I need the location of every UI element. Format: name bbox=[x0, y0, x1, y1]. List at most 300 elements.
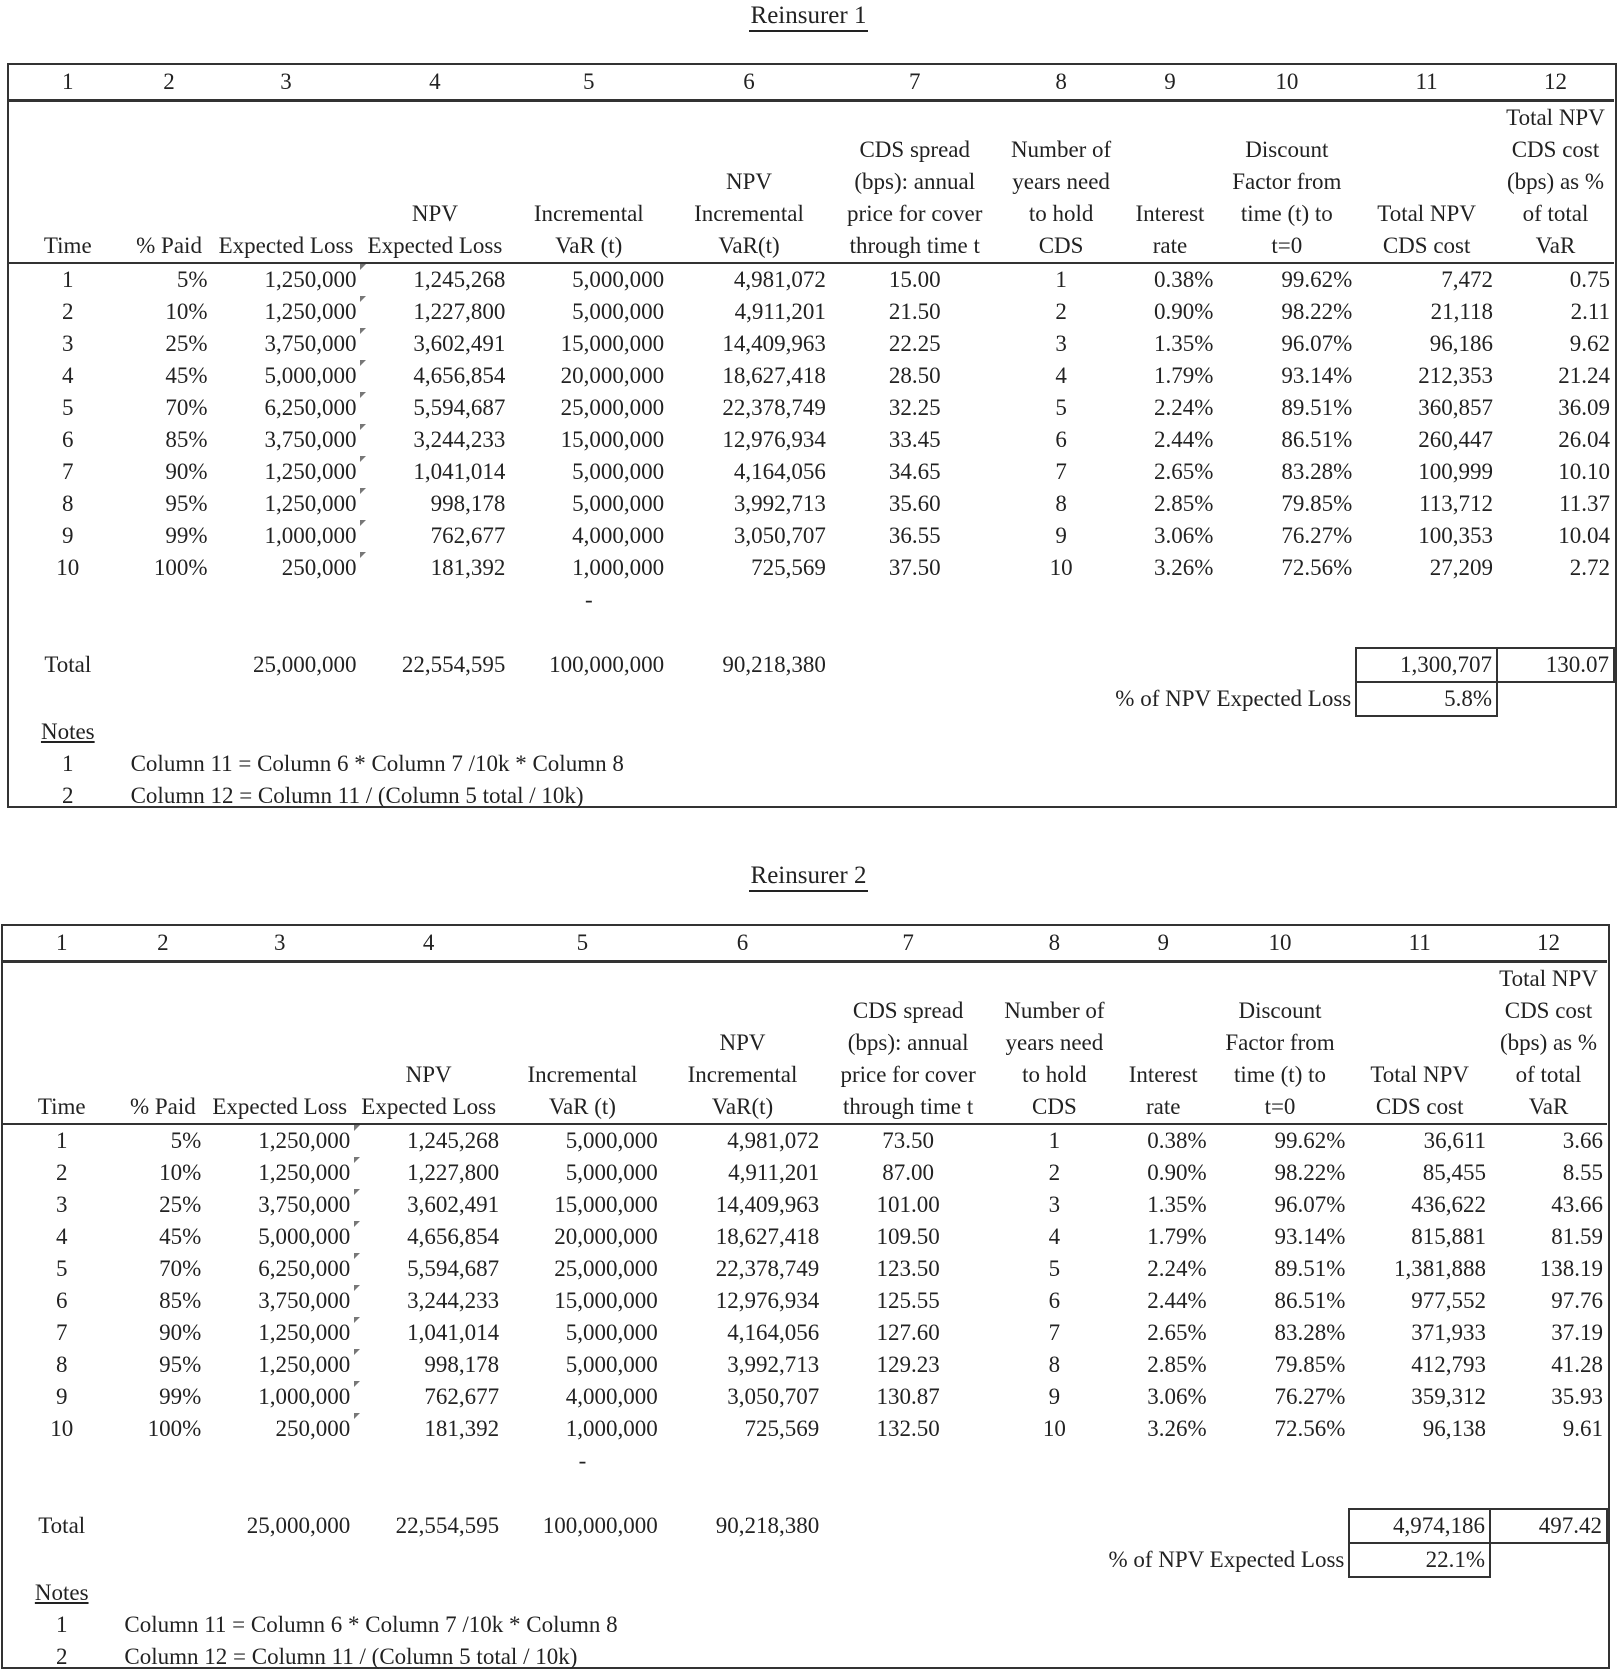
cell-col-10: 83.28% bbox=[1274, 1320, 1346, 1345]
cell-col-8: 1 bbox=[1055, 267, 1067, 292]
cell-col-7: 28.50 bbox=[888, 363, 941, 388]
empty-cell bbox=[1000, 584, 1123, 616]
cell-col-3: 250,000 bbox=[212, 552, 361, 584]
cell-col-7: 127.60 bbox=[876, 1320, 940, 1345]
cell-col-11: 96,186 bbox=[1429, 331, 1493, 356]
cell-col-4: 5,594,687 bbox=[413, 395, 506, 420]
empty-cell bbox=[354, 1445, 503, 1477]
cell-col-6: 3,050,707 bbox=[727, 1384, 820, 1409]
cell-col-4: 4,656,854 bbox=[413, 363, 506, 388]
cell-col-7: 37.50 bbox=[888, 555, 941, 580]
column-header bbox=[662, 962, 824, 1125]
dash-cell: - bbox=[584, 587, 593, 612]
column-header-line: (bps): annual bbox=[847, 1030, 969, 1055]
empty-cell bbox=[830, 584, 1000, 616]
cell-col-5: 5,000,000 bbox=[565, 1320, 658, 1345]
cell-col-11: 96,138 bbox=[1422, 1416, 1487, 1441]
column-header bbox=[3, 962, 120, 1125]
cell-col-3: 6,250,000 bbox=[205, 1253, 354, 1285]
reinsurer-2-title bbox=[0, 862, 1617, 890]
cell-col-1: 10 bbox=[50, 1416, 74, 1441]
column-number: 2 bbox=[127, 65, 212, 101]
cell-col-9: 0.90% bbox=[1147, 1160, 1207, 1185]
cell-col-8: 4 bbox=[1048, 1224, 1061, 1249]
cell-col-4: 998,178 bbox=[430, 491, 506, 516]
cell-col-3: 3,750,000 bbox=[205, 1285, 354, 1317]
empty-cell bbox=[205, 1445, 354, 1477]
cell-col-12: 8.55 bbox=[1562, 1160, 1603, 1185]
pct-npv-label: % of NPV Expected Loss bbox=[1108, 1547, 1345, 1572]
cell-col-9: 1.35% bbox=[1153, 331, 1214, 356]
cell-col-8: 10 bbox=[1049, 555, 1073, 580]
cell-col-4: 1,227,800 bbox=[407, 1160, 500, 1185]
cell-col-6: 725,569 bbox=[751, 555, 826, 580]
column-header-line: Incremental bbox=[533, 201, 644, 226]
cell-col-10: 96.07% bbox=[1281, 331, 1353, 356]
cell-col-8: 4 bbox=[1055, 363, 1067, 388]
column-header-line: Total NPV bbox=[1377, 201, 1476, 226]
cell-col-1: 10 bbox=[56, 555, 80, 580]
cell-col-9: 2.65% bbox=[1147, 1320, 1207, 1345]
cell-col-1: 1 bbox=[62, 267, 74, 292]
cell-col-1: 3 bbox=[62, 331, 74, 356]
cell-col-2: 5% bbox=[176, 267, 208, 292]
total-col-6: 90,218,380 bbox=[715, 1513, 820, 1538]
cell-col-8: 2 bbox=[1048, 1160, 1061, 1185]
column-number: 6 bbox=[662, 926, 824, 962]
note-text: Column 11 = Column 6 * Column 7 /10k * Column 8 bbox=[124, 1612, 618, 1637]
notes-title-row bbox=[9, 716, 1614, 748]
cell-col-8: 2 bbox=[1055, 299, 1067, 324]
cell-col-12: 2.72 bbox=[1569, 555, 1610, 580]
data-table bbox=[9, 65, 1615, 812]
cell-col-12: 10.04 bbox=[1558, 523, 1610, 548]
cell-col-12: 36.09 bbox=[1558, 395, 1610, 420]
cell-col-7: 73.50 bbox=[882, 1128, 934, 1153]
cell-col-11: 371,933 bbox=[1411, 1320, 1487, 1345]
cell-col-5: 5,000,000 bbox=[565, 1128, 658, 1153]
column-header-line: CDS bbox=[1038, 233, 1084, 258]
column-header-row bbox=[9, 101, 1614, 264]
cell-col-5: 20,000,000 bbox=[560, 363, 665, 388]
cell-col-12: 41.28 bbox=[1551, 1352, 1603, 1377]
cell-col-4: 181,392 bbox=[424, 1416, 500, 1441]
cell-col-11: 36,611 bbox=[1423, 1128, 1487, 1153]
empty-cell bbox=[668, 584, 830, 616]
cell-col-6: 18,627,418 bbox=[722, 363, 826, 388]
cell-col-1: 4 bbox=[62, 363, 74, 388]
spacer-row bbox=[9, 616, 1614, 648]
column-header-line: VaR (t) bbox=[548, 1094, 616, 1119]
total-col-12: 497.42 bbox=[1490, 1509, 1607, 1543]
empty-cell bbox=[1497, 584, 1614, 616]
total-col-9 bbox=[1116, 1509, 1211, 1543]
cell-col-9: 3.26% bbox=[1153, 555, 1214, 580]
cell-col-9: 2.24% bbox=[1147, 1256, 1207, 1281]
pct-npv-label: % of NPV Expected Loss bbox=[1115, 686, 1352, 711]
column-header-line: Time bbox=[37, 1094, 86, 1119]
cell-col-1: 8 bbox=[55, 1352, 68, 1377]
column-header-line: (bps) as % bbox=[1499, 1030, 1598, 1055]
column-header bbox=[1217, 101, 1356, 264]
cell-col-6: 22,378,749 bbox=[715, 1256, 820, 1281]
column-header bbox=[1000, 101, 1123, 264]
cell-col-7: 109.50 bbox=[876, 1224, 940, 1249]
cell-col-3: 5,000,000 bbox=[212, 360, 361, 392]
column-number: 8 bbox=[1000, 65, 1123, 101]
column-number: 1 bbox=[3, 926, 120, 962]
column-header-line: years need bbox=[1005, 1030, 1104, 1055]
cell-col-1: 5 bbox=[62, 395, 74, 420]
cell-col-12: 0.75 bbox=[1569, 267, 1610, 292]
cell-col-6: 14,409,963 bbox=[715, 1192, 820, 1217]
cell-col-9: 0.90% bbox=[1153, 299, 1214, 324]
table-row bbox=[3, 1349, 1607, 1381]
cell-col-8: 3 bbox=[1055, 331, 1067, 356]
note-text: Column 12 = Column 11 / (Column 5 total / 10k) bbox=[130, 783, 584, 808]
cell-col-5: 5,000,000 bbox=[565, 1160, 658, 1185]
cell-col-10: 72.56% bbox=[1281, 555, 1353, 580]
cell-col-11: 113,712 bbox=[1419, 491, 1493, 516]
empty-cell bbox=[668, 682, 830, 716]
cell-col-4: 4,656,854 bbox=[407, 1224, 500, 1249]
column-header-line: (bps): annual bbox=[854, 169, 976, 194]
cell-col-12: 37.19 bbox=[1551, 1320, 1603, 1345]
total-col-10 bbox=[1217, 648, 1356, 682]
table-row bbox=[3, 1221, 1607, 1253]
column-header-line: through time t bbox=[849, 233, 980, 258]
cell-col-5: 15,000,000 bbox=[560, 427, 665, 452]
cell-col-7: 35.60 bbox=[888, 491, 941, 516]
column-header-line: time (t) to bbox=[1240, 201, 1333, 226]
cell-col-11: 100,999 bbox=[1418, 459, 1493, 484]
cell-col-7: 129.23 bbox=[876, 1352, 940, 1377]
table-row bbox=[3, 1413, 1607, 1445]
dash-row bbox=[3, 1445, 1607, 1477]
cell-col-11: 359,312 bbox=[1411, 1384, 1487, 1409]
total-col-12: 130.07 bbox=[1497, 648, 1614, 682]
column-header bbox=[509, 101, 668, 264]
empty-cell bbox=[1123, 584, 1218, 616]
cell-col-3: 1,250,000 bbox=[205, 1124, 354, 1157]
cell-col-3: 3,750,000 bbox=[212, 424, 361, 456]
note-row bbox=[9, 780, 1614, 812]
note-number: 2 bbox=[62, 783, 74, 808]
column-header-line: NPV bbox=[405, 1062, 452, 1087]
empty-cell bbox=[354, 1543, 503, 1577]
column-number: 5 bbox=[509, 65, 668, 101]
cell-col-5: 15,000,000 bbox=[554, 1192, 658, 1217]
cell-col-10: 98.22% bbox=[1274, 1160, 1346, 1185]
cell-col-3: 6,250,000 bbox=[212, 392, 361, 424]
cell-col-9: 2.85% bbox=[1153, 491, 1214, 516]
cell-col-5: 4,000,000 bbox=[565, 1384, 658, 1409]
total-col-11: 4,974,186 bbox=[1349, 1509, 1490, 1543]
column-header-line: VaR (t) bbox=[555, 233, 623, 258]
total-col-2 bbox=[127, 648, 212, 682]
empty-cell bbox=[360, 682, 509, 716]
cell-col-6: 14,409,963 bbox=[722, 331, 826, 356]
cell-col-3: 1,000,000 bbox=[212, 520, 361, 552]
spacer-row bbox=[3, 1477, 1607, 1509]
cell-col-2: 10% bbox=[165, 299, 208, 324]
cell-col-11: 977,552 bbox=[1411, 1288, 1487, 1313]
column-header-line: Discount bbox=[1238, 998, 1322, 1023]
cell-col-10: 79.85% bbox=[1274, 1352, 1346, 1377]
cell-col-3: 1,250,000 bbox=[205, 1317, 354, 1349]
cell-col-12: 2.11 bbox=[1570, 299, 1610, 324]
cell-col-11: 21,118 bbox=[1430, 299, 1493, 324]
cell-col-9: 0.38% bbox=[1147, 1128, 1207, 1153]
empty-cell bbox=[830, 682, 1000, 716]
cell-col-8: 9 bbox=[1055, 523, 1067, 548]
empty-cell bbox=[1217, 584, 1356, 616]
cell-col-2: 70% bbox=[165, 395, 208, 420]
empty-cell bbox=[212, 584, 361, 616]
column-header bbox=[1211, 962, 1350, 1125]
column-number: 10 bbox=[1217, 65, 1356, 101]
cell-col-6: 4,164,056 bbox=[733, 459, 826, 484]
column-header-line: Expected Loss bbox=[361, 1094, 497, 1119]
column-header-line: Discount bbox=[1245, 137, 1329, 162]
cell-col-7: 33.45 bbox=[888, 427, 941, 452]
column-number: 4 bbox=[354, 926, 503, 962]
empty-cell bbox=[1349, 1445, 1490, 1477]
cell-col-3: 1,250,000 bbox=[212, 456, 361, 488]
table-row bbox=[3, 1189, 1607, 1221]
column-number: 7 bbox=[823, 926, 993, 962]
total-col-3: 25,000,000 bbox=[252, 652, 357, 677]
empty-cell bbox=[212, 682, 361, 716]
cell-col-2: 100% bbox=[147, 1416, 202, 1441]
cell-col-11: 85,455 bbox=[1422, 1160, 1487, 1185]
cell-col-9: 3.06% bbox=[1147, 1384, 1207, 1409]
table-row bbox=[3, 1317, 1607, 1349]
pct-npv-row bbox=[3, 1543, 1607, 1577]
column-header bbox=[1490, 962, 1607, 1125]
cell-col-3: 250,000 bbox=[205, 1413, 354, 1445]
cell-col-4: 5,594,687 bbox=[407, 1256, 500, 1281]
notes-title-row bbox=[3, 1577, 1607, 1609]
cell-col-9: 2.65% bbox=[1153, 459, 1214, 484]
cell-col-3: 1,250,000 bbox=[212, 488, 361, 520]
column-number: 4 bbox=[360, 65, 509, 101]
cell-col-3: 5,000,000 bbox=[205, 1221, 354, 1253]
column-number: 12 bbox=[1490, 926, 1607, 962]
cell-col-5: 4,000,000 bbox=[572, 523, 665, 548]
column-header-line: NPV bbox=[411, 201, 458, 226]
cell-col-11: 436,622 bbox=[1411, 1192, 1487, 1217]
cell-col-6: 4,164,056 bbox=[727, 1320, 820, 1345]
cell-col-5: 15,000,000 bbox=[554, 1288, 658, 1313]
empty-cell bbox=[1490, 1445, 1607, 1477]
total-col-8 bbox=[1000, 648, 1123, 682]
cell-col-1: 5 bbox=[55, 1256, 68, 1281]
total-col-10 bbox=[1211, 1509, 1350, 1543]
note-number: 1 bbox=[62, 751, 74, 776]
cell-col-5: 5,000,000 bbox=[572, 299, 665, 324]
table-row bbox=[9, 552, 1614, 584]
cell-col-2: 95% bbox=[159, 1352, 202, 1377]
column-number: 9 bbox=[1116, 926, 1211, 962]
cell-col-2: 90% bbox=[159, 1320, 202, 1345]
column-header-line: to hold bbox=[1022, 1062, 1087, 1087]
reinsurer-1-title bbox=[0, 2, 1617, 30]
empty-cell bbox=[1490, 1543, 1607, 1577]
column-number: 10 bbox=[1211, 926, 1350, 962]
total-col-8 bbox=[993, 1509, 1116, 1543]
cell-col-4: 1,245,268 bbox=[407, 1128, 500, 1153]
cell-col-8: 5 bbox=[1055, 395, 1067, 420]
cell-col-6: 4,911,201 bbox=[728, 1160, 820, 1185]
column-header-line: t=0 bbox=[1271, 233, 1303, 258]
cell-col-4: 762,677 bbox=[430, 523, 506, 548]
cell-col-1: 9 bbox=[62, 523, 74, 548]
column-header bbox=[127, 101, 212, 264]
cell-col-6: 18,627,418 bbox=[715, 1224, 820, 1249]
cell-col-2: 85% bbox=[159, 1288, 202, 1313]
column-number: 3 bbox=[205, 926, 354, 962]
cell-col-11: 815,881 bbox=[1411, 1224, 1487, 1249]
cell-col-10: 76.27% bbox=[1281, 523, 1353, 548]
cell-col-10: 98.22% bbox=[1281, 299, 1353, 324]
cell-col-1: 3 bbox=[55, 1192, 68, 1217]
empty-cell bbox=[1497, 682, 1614, 716]
column-header-line: Incremental bbox=[527, 1062, 638, 1087]
column-number: 9 bbox=[1123, 65, 1218, 101]
column-header-line: Incremental bbox=[687, 1062, 798, 1087]
cell-col-5: 15,000,000 bbox=[560, 331, 665, 356]
cell-col-2: 99% bbox=[159, 1384, 202, 1409]
cell-col-12: 35.93 bbox=[1551, 1384, 1603, 1409]
cell-col-7: 123.50 bbox=[876, 1256, 940, 1281]
total-label: Total bbox=[44, 652, 92, 677]
cell-col-6: 12,976,934 bbox=[722, 427, 826, 452]
cell-col-1: 1 bbox=[55, 1128, 68, 1153]
total-col-9 bbox=[1123, 648, 1218, 682]
cell-col-12: 97.76 bbox=[1551, 1288, 1603, 1313]
cell-col-9: 1.79% bbox=[1153, 363, 1214, 388]
cell-col-8: 5 bbox=[1048, 1256, 1061, 1281]
cell-col-10: 96.07% bbox=[1274, 1192, 1346, 1217]
cell-col-10: 86.51% bbox=[1281, 427, 1353, 452]
cell-col-10: 89.51% bbox=[1274, 1256, 1346, 1281]
cell-col-7: 32.25 bbox=[888, 395, 941, 420]
column-header-line: CDS spread bbox=[859, 137, 970, 162]
cell-col-7: 21.50 bbox=[888, 299, 941, 324]
empty-cell bbox=[509, 682, 668, 716]
cell-col-5: 25,000,000 bbox=[560, 395, 665, 420]
pct-npv-row bbox=[9, 682, 1614, 716]
cell-col-9: 3.06% bbox=[1153, 523, 1214, 548]
column-header-line: rate bbox=[1152, 233, 1188, 258]
empty-cell bbox=[662, 1543, 824, 1577]
column-header-row bbox=[3, 962, 1607, 1125]
column-header bbox=[503, 962, 662, 1125]
column-header bbox=[830, 101, 1000, 264]
cell-col-7: 34.65 bbox=[888, 459, 941, 484]
cell-col-12: 43.66 bbox=[1551, 1192, 1603, 1217]
cell-col-11: 212,353 bbox=[1418, 363, 1493, 388]
cell-col-9: 0.38% bbox=[1153, 267, 1214, 292]
column-header-line: Expected Loss bbox=[212, 1094, 348, 1119]
empty-cell bbox=[120, 1543, 205, 1577]
cell-col-12: 9.61 bbox=[1562, 1416, 1603, 1441]
total-col-7 bbox=[823, 1509, 993, 1543]
column-header bbox=[1116, 962, 1211, 1125]
table-row bbox=[9, 360, 1614, 392]
column-number-row bbox=[3, 926, 1607, 962]
cell-col-2: 100% bbox=[153, 555, 208, 580]
cell-col-10: 76.27% bbox=[1274, 1384, 1346, 1409]
pct-npv-value: 22.1% bbox=[1349, 1543, 1490, 1577]
total-col-2 bbox=[120, 1509, 205, 1543]
notes-title: Notes bbox=[40, 719, 95, 744]
cell-col-8: 6 bbox=[1055, 427, 1067, 452]
column-header-line: Total NPV bbox=[1499, 966, 1598, 991]
table-row bbox=[3, 1285, 1607, 1317]
column-number: 2 bbox=[120, 926, 205, 962]
cell-col-4: 1,041,014 bbox=[413, 459, 506, 484]
cell-col-8: 10 bbox=[1042, 1416, 1066, 1441]
cell-col-6: 4,911,201 bbox=[734, 299, 826, 324]
column-header-line: CDS cost bbox=[1382, 233, 1471, 258]
column-header-line: of total bbox=[1522, 201, 1589, 226]
cell-col-1: 4 bbox=[55, 1224, 68, 1249]
cell-col-3: 3,750,000 bbox=[212, 328, 361, 360]
total-col-11: 1,300,707 bbox=[1356, 648, 1497, 682]
empty-cell bbox=[120, 1445, 205, 1477]
empty-cell bbox=[3, 1477, 120, 1509]
column-header-line: Factor from bbox=[1232, 169, 1342, 194]
column-header-line: VaR(t) bbox=[711, 1094, 774, 1119]
note-text: Column 12 = Column 11 / (Column 5 total / 10k) bbox=[124, 1644, 578, 1669]
column-number: 5 bbox=[503, 926, 662, 962]
table-row bbox=[3, 1124, 1607, 1157]
cell-col-5: 1,000,000 bbox=[565, 1416, 658, 1441]
column-header-line: Total NPV bbox=[1370, 1062, 1470, 1087]
column-header-line: CDS bbox=[1032, 1094, 1077, 1119]
cell-col-8: 9 bbox=[1048, 1384, 1061, 1409]
cell-col-9: 1.79% bbox=[1147, 1224, 1207, 1249]
table-row bbox=[3, 1253, 1607, 1285]
empty-cell bbox=[823, 1445, 993, 1477]
cell-col-12: 9.62 bbox=[1569, 331, 1610, 356]
column-number: 7 bbox=[830, 65, 1000, 101]
column-header-line: Total NPV bbox=[1506, 105, 1605, 130]
column-header bbox=[668, 101, 830, 264]
column-header-line: Time bbox=[43, 233, 92, 258]
cell-col-1: 8 bbox=[62, 491, 74, 516]
cell-col-6: 22,378,749 bbox=[722, 395, 826, 420]
table-row bbox=[3, 1157, 1607, 1189]
cell-col-3: 3,750,000 bbox=[205, 1189, 354, 1221]
cell-col-1: 6 bbox=[55, 1288, 68, 1313]
cell-col-1: 7 bbox=[62, 459, 74, 484]
cell-col-7: 132.50 bbox=[876, 1416, 940, 1441]
column-header-line: t=0 bbox=[1264, 1094, 1296, 1119]
cell-col-12: 10.10 bbox=[1558, 459, 1610, 484]
empty-cell bbox=[3, 1445, 120, 1477]
column-header-line: Number of bbox=[1010, 137, 1112, 162]
note-row bbox=[3, 1609, 1607, 1641]
cell-col-6: 3,050,707 bbox=[733, 523, 826, 548]
cell-col-10: 83.28% bbox=[1281, 459, 1353, 484]
column-number: 8 bbox=[993, 926, 1116, 962]
cell-col-1: 6 bbox=[62, 427, 74, 452]
column-header bbox=[212, 101, 361, 264]
column-header bbox=[1349, 962, 1490, 1125]
